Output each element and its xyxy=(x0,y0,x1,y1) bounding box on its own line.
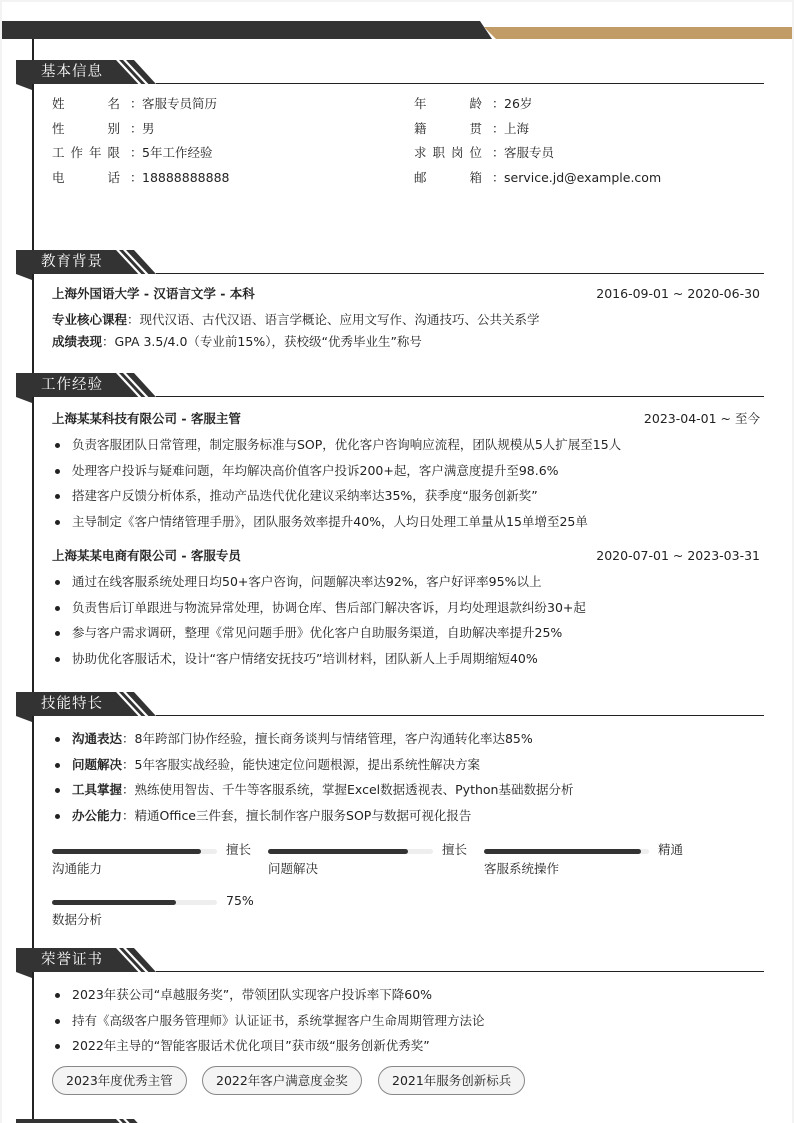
skill-text: ：8年跨部门协作经验，擅长商务谈判与情绪管理，客户沟通转化率达85% xyxy=(122,731,533,746)
list-item: 2022年主导的“智能客服话术优化项目”获市级“服务创新优秀奖” xyxy=(52,1033,485,1059)
skill-name: 沟通能力 xyxy=(52,861,103,876)
progress-track xyxy=(52,900,217,905)
info-value: 客服专员简历 xyxy=(142,96,218,111)
list-item: 通过在线客服系统处理日均50+客户咨询，问题解决率达92%，客户好评率95%以上 xyxy=(52,569,586,595)
job-bullets xyxy=(52,569,586,671)
job-heading: 上海某某电商有限公司 - 客服专员 xyxy=(52,548,241,563)
section-header-next xyxy=(16,1119,764,1123)
skill-bar xyxy=(52,895,252,935)
job-date: 2023-04-01 ~ 至今 xyxy=(643,411,760,426)
progress-fill xyxy=(268,849,408,854)
info-value: 男 xyxy=(142,121,155,136)
skill-label: 工具掌握 xyxy=(72,782,123,797)
header-fold xyxy=(16,972,32,978)
grades-text: ：GPA 3.5/4.0（专业前15%），获校级“优秀毕业生”称号 xyxy=(102,334,422,349)
info-row xyxy=(52,144,212,162)
info-row xyxy=(414,95,532,113)
section-header-education xyxy=(16,250,764,280)
skill-name: 数据分析 xyxy=(52,912,103,927)
info-label: 姓 名 xyxy=(52,96,120,111)
skill-bar xyxy=(52,844,252,884)
info-value: 18888888888 xyxy=(142,170,230,185)
info-label: 年 龄 xyxy=(414,96,482,111)
info-colon: ： xyxy=(130,121,143,136)
list-item: 主导制定《客户情绪管理手册》，团队服务效率提升40%，人均日处理工单量从15单增至25单 xyxy=(52,509,621,535)
education-date: 2016-09-01 ~ 2020-06-30 xyxy=(596,286,760,301)
info-row xyxy=(414,144,554,162)
section-title: 基本信息 xyxy=(41,64,103,80)
section-title: 荣誉证书 xyxy=(41,952,103,968)
honor-tag: 2023年度优秀主管 xyxy=(52,1066,187,1095)
skill-label: 问题解决 xyxy=(72,756,123,772)
list-item xyxy=(52,803,573,829)
section-title: 工作经验 xyxy=(41,377,103,393)
section-rule xyxy=(156,273,764,274)
header-fold xyxy=(16,716,32,722)
skill-level: 擅长 xyxy=(442,842,468,857)
info-colon: ： xyxy=(130,96,143,111)
list-item: 2023年获公司“卓越服务奖”，带领团队实现客户投诉率下降60% xyxy=(52,982,485,1008)
header-fold xyxy=(16,274,32,280)
info-colon: ： xyxy=(130,170,143,185)
skill-level: 擅长 xyxy=(226,842,252,857)
progress-fill xyxy=(52,849,201,854)
info-row xyxy=(52,120,155,138)
list-item: 搭建客户反馈分析体系，推动产品迭代优化建议采纳率达35%，获季度“服务创新奖” xyxy=(52,483,621,509)
list-item xyxy=(52,752,573,778)
skill-label: 沟通表达 xyxy=(72,731,123,746)
header-fold xyxy=(16,397,32,403)
honor-tag: 2022年客户满意度金奖 xyxy=(202,1066,362,1095)
list-item: 负责售后订单跟进与物流异常处理，协调仓库、售后部门解决客诉，月均处理退款纠纷30+起 xyxy=(52,595,586,621)
skill-text: ：5年客服实战经验，能快速定位问题根源，提出系统性解决方案 xyxy=(122,756,480,772)
section-rule xyxy=(156,971,764,972)
courses-label: 专业核心课程 xyxy=(52,312,128,327)
grades-label: 成绩表现 xyxy=(52,334,103,349)
header-bar xyxy=(16,1119,156,1123)
info-label: 籍 贯 xyxy=(414,121,482,136)
section-title: 技能特长 xyxy=(41,696,103,712)
section-header-honors xyxy=(16,948,764,978)
skill-text: ：精通Office三件套，擅长制作客户服务SOP与数据可视化报告 xyxy=(122,807,472,823)
info-value: 26岁 xyxy=(504,96,533,111)
info-label: 电 话 xyxy=(52,170,120,185)
list-item: 参与客户需求调研，整理《常见问题手册》优化客户自助服务渠道，自助解决率提升25% xyxy=(52,620,586,646)
section-header-skills xyxy=(16,692,764,722)
education-heading: 上海外国语大学 - 汉语言文学 - 本科 xyxy=(52,286,255,301)
list-item: 负责客服团队日常管理，制定服务标准与SOP，优化客户咨询响应流程，团队规模从5人扩展至15人 xyxy=(52,432,621,458)
header-fold xyxy=(16,84,32,90)
progress-track xyxy=(268,849,433,854)
skill-label: 办公能力 xyxy=(72,807,123,823)
skill-bullets xyxy=(52,726,573,828)
list-item: 持有《高级客户服务管理师》认证证书，系统掌握客户生命周期管理方法论 xyxy=(52,1008,485,1034)
info-value: 5年工作经验 xyxy=(142,145,213,160)
skill-bar xyxy=(484,844,684,884)
skill-bar xyxy=(268,844,468,884)
info-label: 性 别 xyxy=(52,121,120,136)
section-rule xyxy=(156,715,764,716)
skill-level: 75% xyxy=(226,893,254,908)
education-grades xyxy=(52,333,422,351)
skill-text: ：熟练使用智齿、千牛等客服系统，掌握Excel数据透视表、Python基础数据分析 xyxy=(122,782,574,797)
list-item xyxy=(52,726,573,752)
info-row xyxy=(414,169,661,187)
progress-track xyxy=(52,849,217,854)
job-date: 2020-07-01 ~ 2023-03-31 xyxy=(596,548,760,563)
section-rule xyxy=(156,83,764,84)
info-colon: ： xyxy=(492,96,505,111)
section-rule xyxy=(156,396,764,397)
info-label: 求 职 岗 位 xyxy=(414,145,482,160)
progress-fill xyxy=(52,900,176,905)
info-label: 工 作 年 限 xyxy=(52,145,120,160)
top-gold-band xyxy=(484,27,792,39)
top-dark-band xyxy=(2,21,492,39)
courses-text: ：现代汉语、古代汉语、语言学概论、应用文写作、沟通技巧、公共关系学 xyxy=(127,312,540,327)
info-row xyxy=(52,169,229,187)
resume-page xyxy=(2,2,792,1123)
job-bullets xyxy=(52,432,621,534)
info-row xyxy=(52,95,217,113)
list-item: 处理客户投诉与疑难问题，年均解决高价值客户投诉200+起，客户满意度提升至98.6% xyxy=(52,458,621,484)
honor-tag: 2021年服务创新标兵 xyxy=(378,1066,525,1095)
info-colon: ： xyxy=(130,145,143,160)
skill-name: 问题解决 xyxy=(268,861,319,876)
skill-name: 客服系统操作 xyxy=(484,861,560,876)
progress-fill xyxy=(484,849,641,854)
section-title: 教育背景 xyxy=(41,254,103,270)
list-item xyxy=(52,777,573,803)
education-courses xyxy=(52,311,540,329)
section-header-work xyxy=(16,373,764,403)
job-heading: 上海某某科技有限公司 - 客服主管 xyxy=(52,411,241,426)
section-header-basic xyxy=(16,60,764,90)
info-value: 客服专员 xyxy=(504,145,555,160)
honor-bullets xyxy=(52,982,485,1059)
list-item: 协助优化客服话术，设计“客户情绪安抚技巧”培训材料，团队新人上手周期缩短40% xyxy=(52,646,586,672)
info-value: 上海 xyxy=(504,121,530,136)
skill-level: 精通 xyxy=(658,842,684,857)
info-colon: ： xyxy=(492,121,505,136)
info-colon: ： xyxy=(492,145,505,160)
info-label: 邮 箱 xyxy=(414,170,482,185)
info-colon: ： xyxy=(492,170,505,185)
progress-track xyxy=(484,849,649,854)
info-value: service.jd@example.com xyxy=(504,170,662,185)
info-row xyxy=(414,120,529,138)
